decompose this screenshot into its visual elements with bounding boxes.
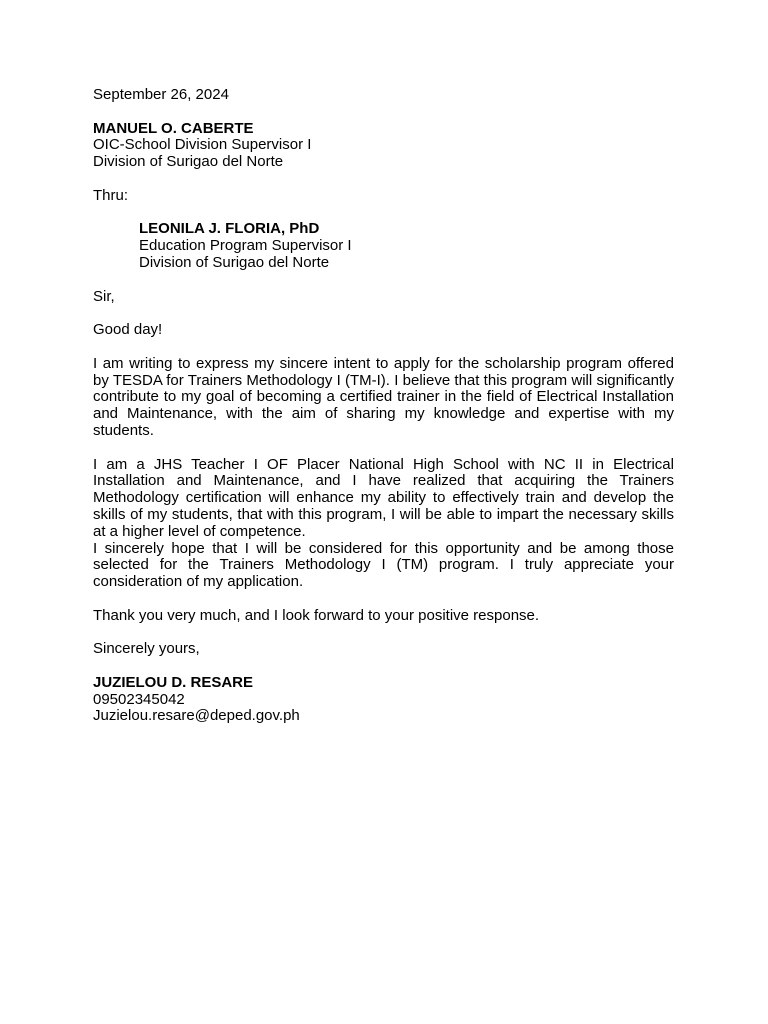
letter-body bbox=[93, 87, 674, 725]
paragraph-hope: I sincerely hope that I will be considered for this opportunity and be among those selected for the Trainers Methodology I (TM) program. I truly appreciate your consideration of my application. bbox=[93, 539, 674, 591]
recipient-office: Division of Surigao del Norte bbox=[93, 153, 284, 171]
salutation: Sir, bbox=[93, 287, 115, 305]
thru-label: Thru: bbox=[93, 186, 129, 204]
sender-email: Juzielou.resare@deped.gov.ph bbox=[93, 707, 300, 725]
thru-block bbox=[93, 221, 674, 271]
paragraph-thanks: Thank you very much, and I look forward to your positive response. bbox=[93, 606, 540, 624]
thru-office: Division of Surigao del Norte bbox=[139, 253, 330, 271]
paragraph-background: I am a JHS Teacher I OF Placer National High School with NC II in Electrical Installation and Maintenance, and I have realized that acquiring the Trainers Methodology certification will enhance my ability to effectively train and develop the skills of my students, that with this program, I will be able to impart the necessary skills at a higher level of competence. bbox=[93, 455, 674, 540]
recipient-name: MANUEL O. CABERTE bbox=[93, 119, 254, 137]
sender-phone: 09502345042 bbox=[93, 690, 185, 708]
sender-block bbox=[93, 675, 674, 725]
thru-title: Education Program Supervisor I bbox=[139, 237, 352, 255]
recipient-title: OIC-School Division Supervisor I bbox=[93, 136, 312, 154]
greeting: Good day! bbox=[93, 321, 163, 339]
paragraph-intent: I am writing to express my sincere intent to apply for the scholarship program offered by TESDA for Trainers Methodology I (TM-I). I believe that this program will significantly contribute to my goal of becoming a certified trainer in the field of Electrical Installation and Maintenance, with the aim of sharing my knowledge and expertise with my students. bbox=[93, 354, 674, 439]
letter-date: September 26, 2024 bbox=[93, 86, 229, 103]
thru-name: LEONILA J. FLORIA, PhD bbox=[139, 220, 320, 238]
recipient-block bbox=[93, 121, 674, 171]
closing: Sincerely yours, bbox=[93, 640, 200, 658]
sender-name: JUZIELOU D. RESARE bbox=[93, 673, 254, 691]
